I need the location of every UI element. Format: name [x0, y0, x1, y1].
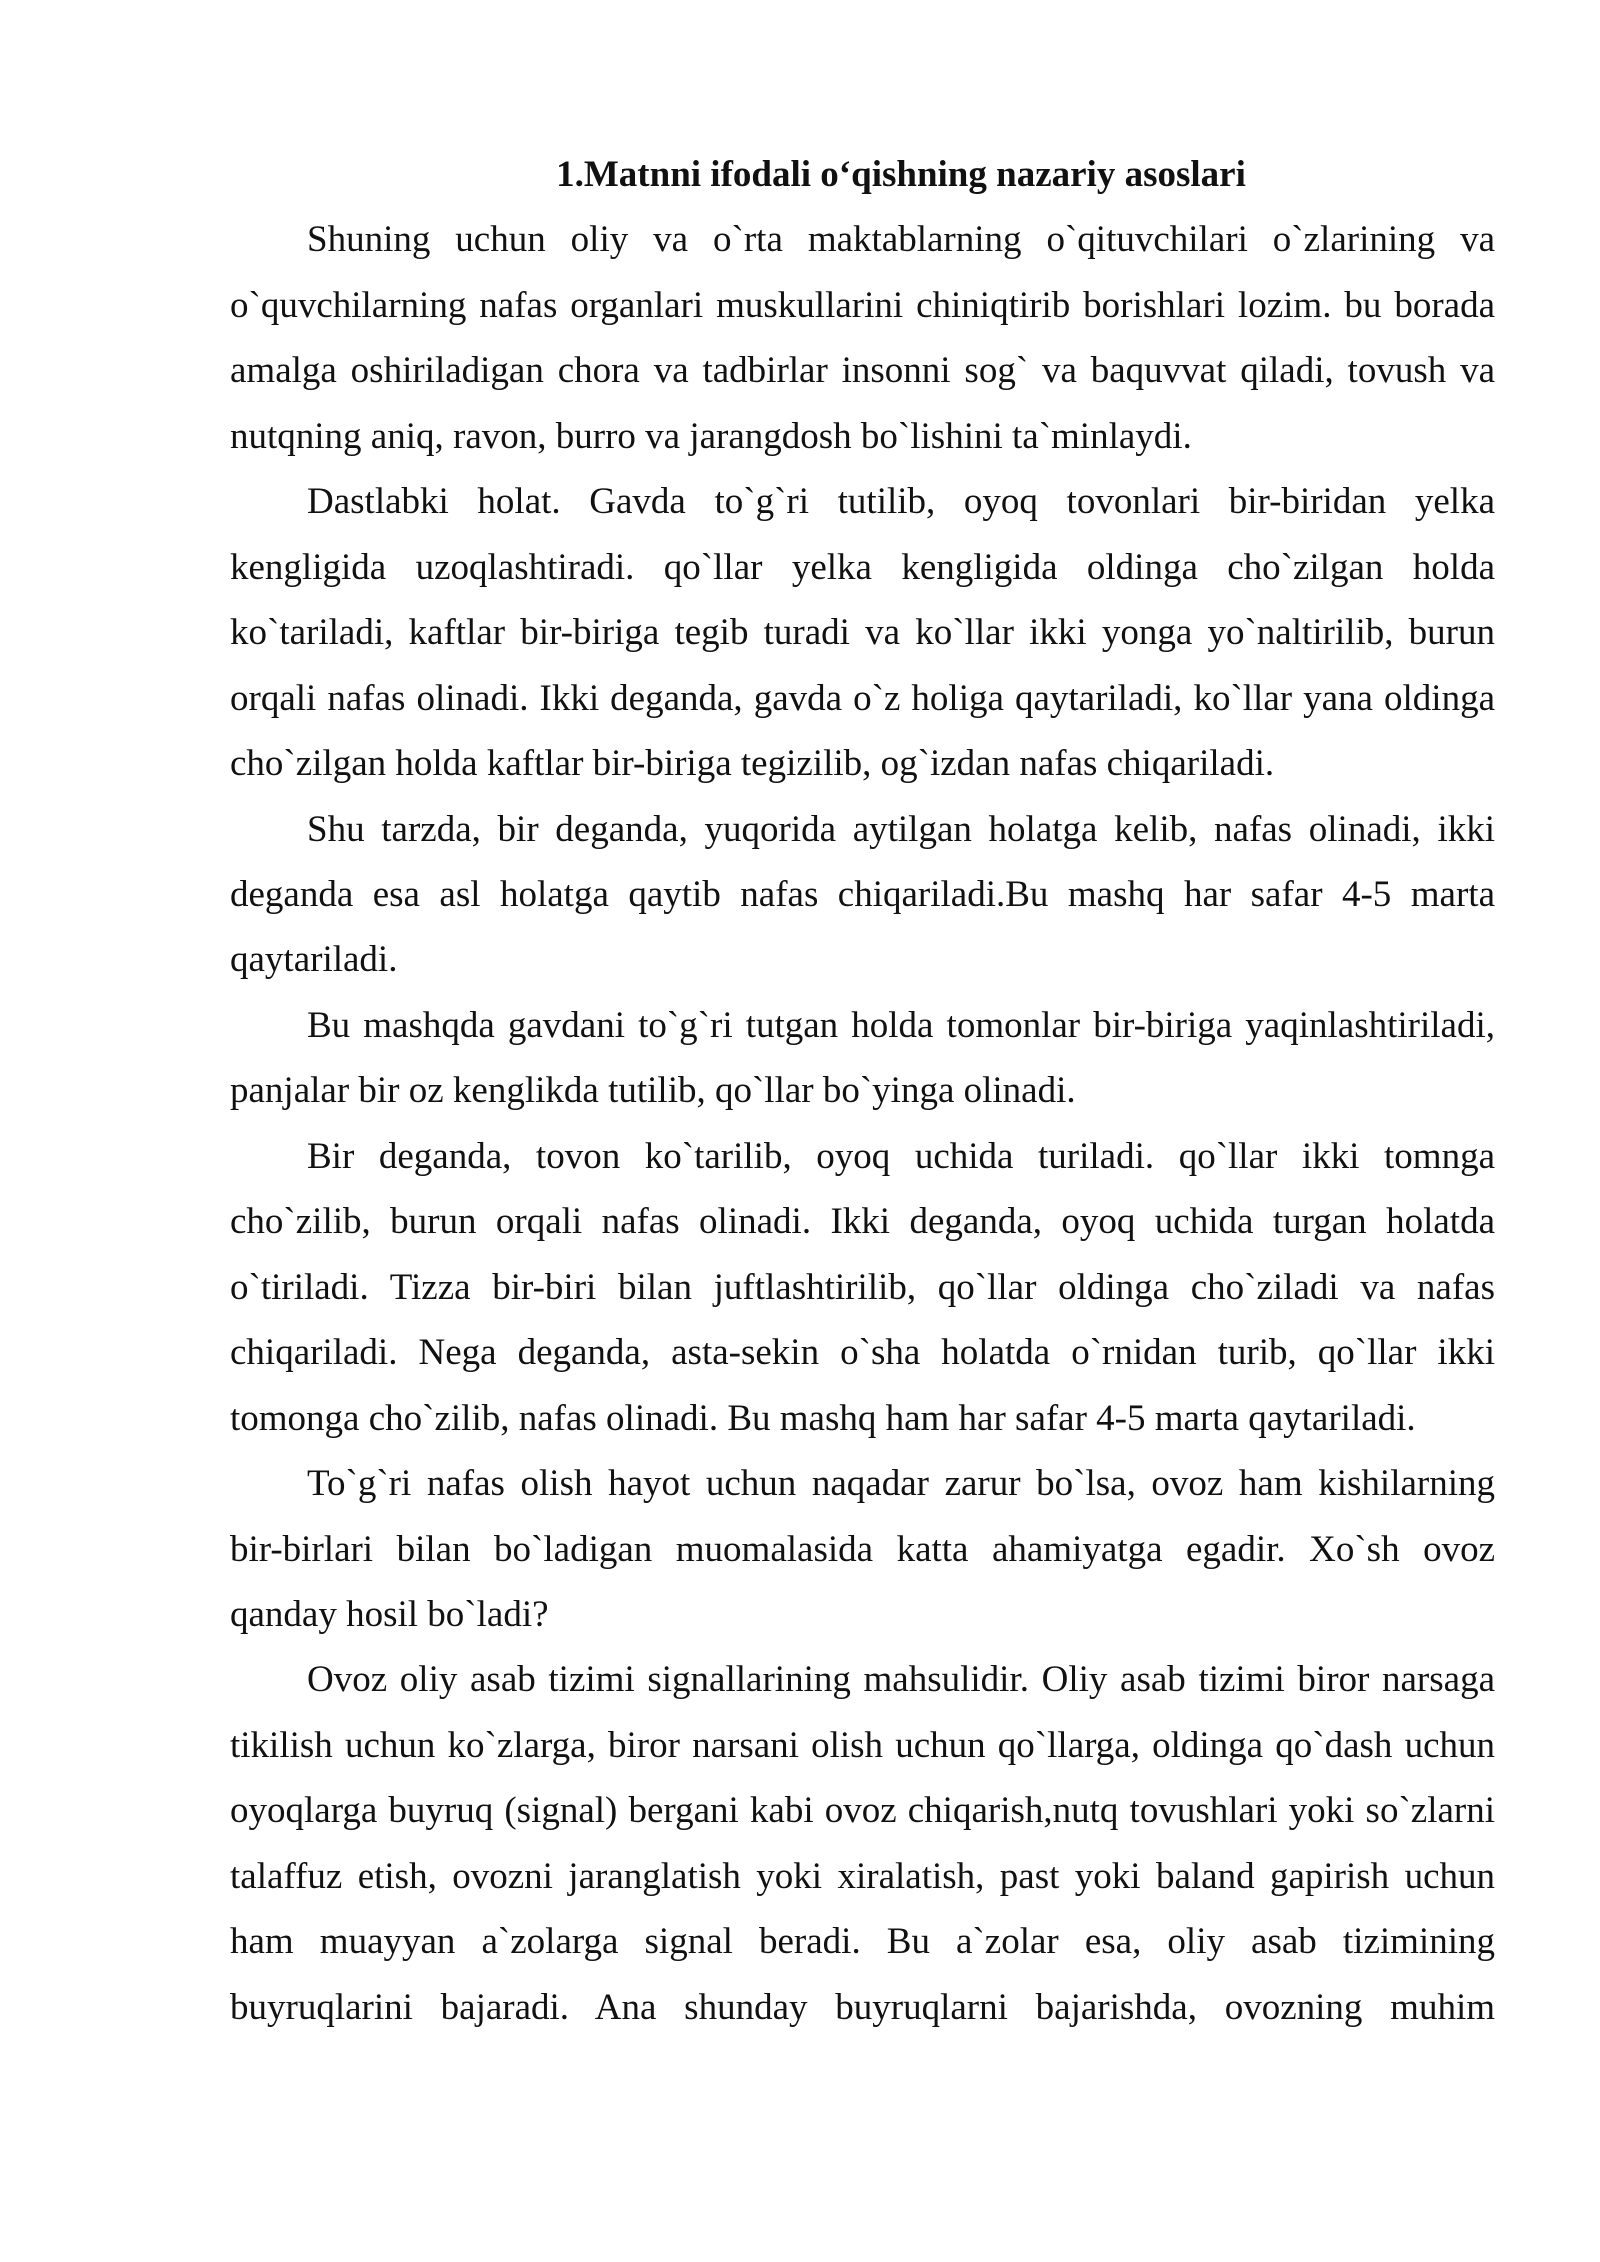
text-line: Shu tarzda, bir deganda, yuqorida aytilgan holatga kelib, nafas olinadi, ikki	[307, 808, 1495, 850]
text-line: o`quvchilarning nafas organlari muskullarini chiniqtirib borishlari lozim. bu borada	[230, 284, 1495, 326]
text-line: cho`zilib, burun orqali nafas olinadi. Ikki deganda, oyoq uchida turgan holatda	[230, 1201, 1495, 1243]
text-line: orqali nafas olinadi. Ikki deganda, gavda o`z holiga qaytariladi, ko`llar yana oldinga	[230, 677, 1495, 719]
paragraph	[230, 1647, 1495, 2040]
text-line: qaytariladi.	[230, 939, 398, 981]
text-line: ham muayyan a`zolarga signal beradi. Bu a`zolar esa, oliy asab tizimining	[230, 1921, 1495, 1963]
text-line: To`g`ri nafas olish hayot uchun naqadar zarur bo`lsa, ovoz ham kishilarning	[307, 1463, 1495, 1505]
section-heading: 1.Matnni ifodali o‘qishning nazariy asoslari	[556, 154, 1246, 195]
text-line: o`tiriladi. Tizza bir-biri bilan juftlashtirilib, qo`llar oldinga cho`ziladi va nafas	[230, 1266, 1495, 1308]
text-line: cho`zilgan holda kaftlar bir-biriga tegizilib, og`izdan nafas chiqariladi.	[230, 743, 1275, 785]
text-line: deganda esa asl holatga qaytib nafas chiqariladi.Bu mashq har safar 4-5 marta	[230, 873, 1495, 915]
text-line: nutqning aniq, ravon, burro va jarangdosh bo`lishini ta`minlaydi.	[230, 415, 1192, 457]
paragraph	[230, 207, 1495, 469]
paragraph	[230, 1124, 1495, 1451]
paragraph	[230, 469, 1495, 796]
text-line: tikilish uchun ko`zlarga, biror narsani olish uchun qo`llarga, oldinga qo`dash uchun	[230, 1724, 1495, 1766]
text-line: kengligida uzoqlashtiradi. qo`llar yelka kengligida oldinga cho`zilgan holda	[230, 546, 1495, 588]
text-line: tomonga cho`zilib, nafas olinadi. Bu mashq ham har safar 4-5 marta qaytariladi.	[230, 1397, 1416, 1439]
text-line: panjalar bir oz kenglikda tutilib, qo`llar bo`yinga olinadi.	[230, 1070, 1076, 1112]
text-line: Bir deganda, tovon ko`tarilib, oyoq uchida turiladi. qo`llar ikki tomnga	[307, 1135, 1495, 1177]
text-line: bir-birlari bilan bo`ladigan muomalasida katta ahamiyatga egadir. Xo`sh ovoz	[230, 1528, 1495, 1570]
paragraph	[230, 1451, 1495, 1647]
text-line: Bu mashqda gavdani to`g`ri tutgan holda tomonlar bir-biriga yaqinlashtiriladi,	[307, 1004, 1495, 1046]
text-line: chiqariladi. Nega deganda, asta-sekin o`sha holatda o`rnidan turib, qo`llar ikki	[230, 1332, 1495, 1374]
document-body	[230, 142, 1495, 2040]
text-line: talaffuz etish, ovozni jaranglatish yoki xiralatish, past yoki baland gapirish uchun	[230, 1855, 1495, 1897]
paragraph	[230, 993, 1495, 1124]
text-line: qanday hosil bo`ladi?	[230, 1593, 549, 1635]
text-line: ko`tariladi, kaftlar bir-biriga tegib turadi va ko`llar ikki yonga yo`naltirilib, burun	[230, 612, 1495, 654]
text-line: Shuning uchun oliy va o`rta maktablarning o`qituvchilari o`zlarining va	[307, 219, 1495, 261]
text-line: oyoqlarga buyruq (signal) bergani kabi ovoz chiqarish,nutq tovushlari yoki so`zlarni	[230, 1790, 1495, 1832]
text-line: Ovoz oliy asab tizimi signallarining mahsulidir. Oliy asab tizimi biror narsaga	[307, 1659, 1495, 1701]
text-line: buyruqlarini bajaradi. Ana shunday buyruqlarni bajarishda, ovozning muhim	[230, 1986, 1495, 2028]
text-line: Dastlabki holat. Gavda to`g`ri tutilib, oyoq tovonlari bir-biridan yelka	[307, 481, 1495, 523]
paragraph	[230, 797, 1495, 993]
text-line: amalga oshiriladigan chora va tadbirlar insonni sog` va baquvvat qiladi, tovush va	[230, 350, 1495, 392]
